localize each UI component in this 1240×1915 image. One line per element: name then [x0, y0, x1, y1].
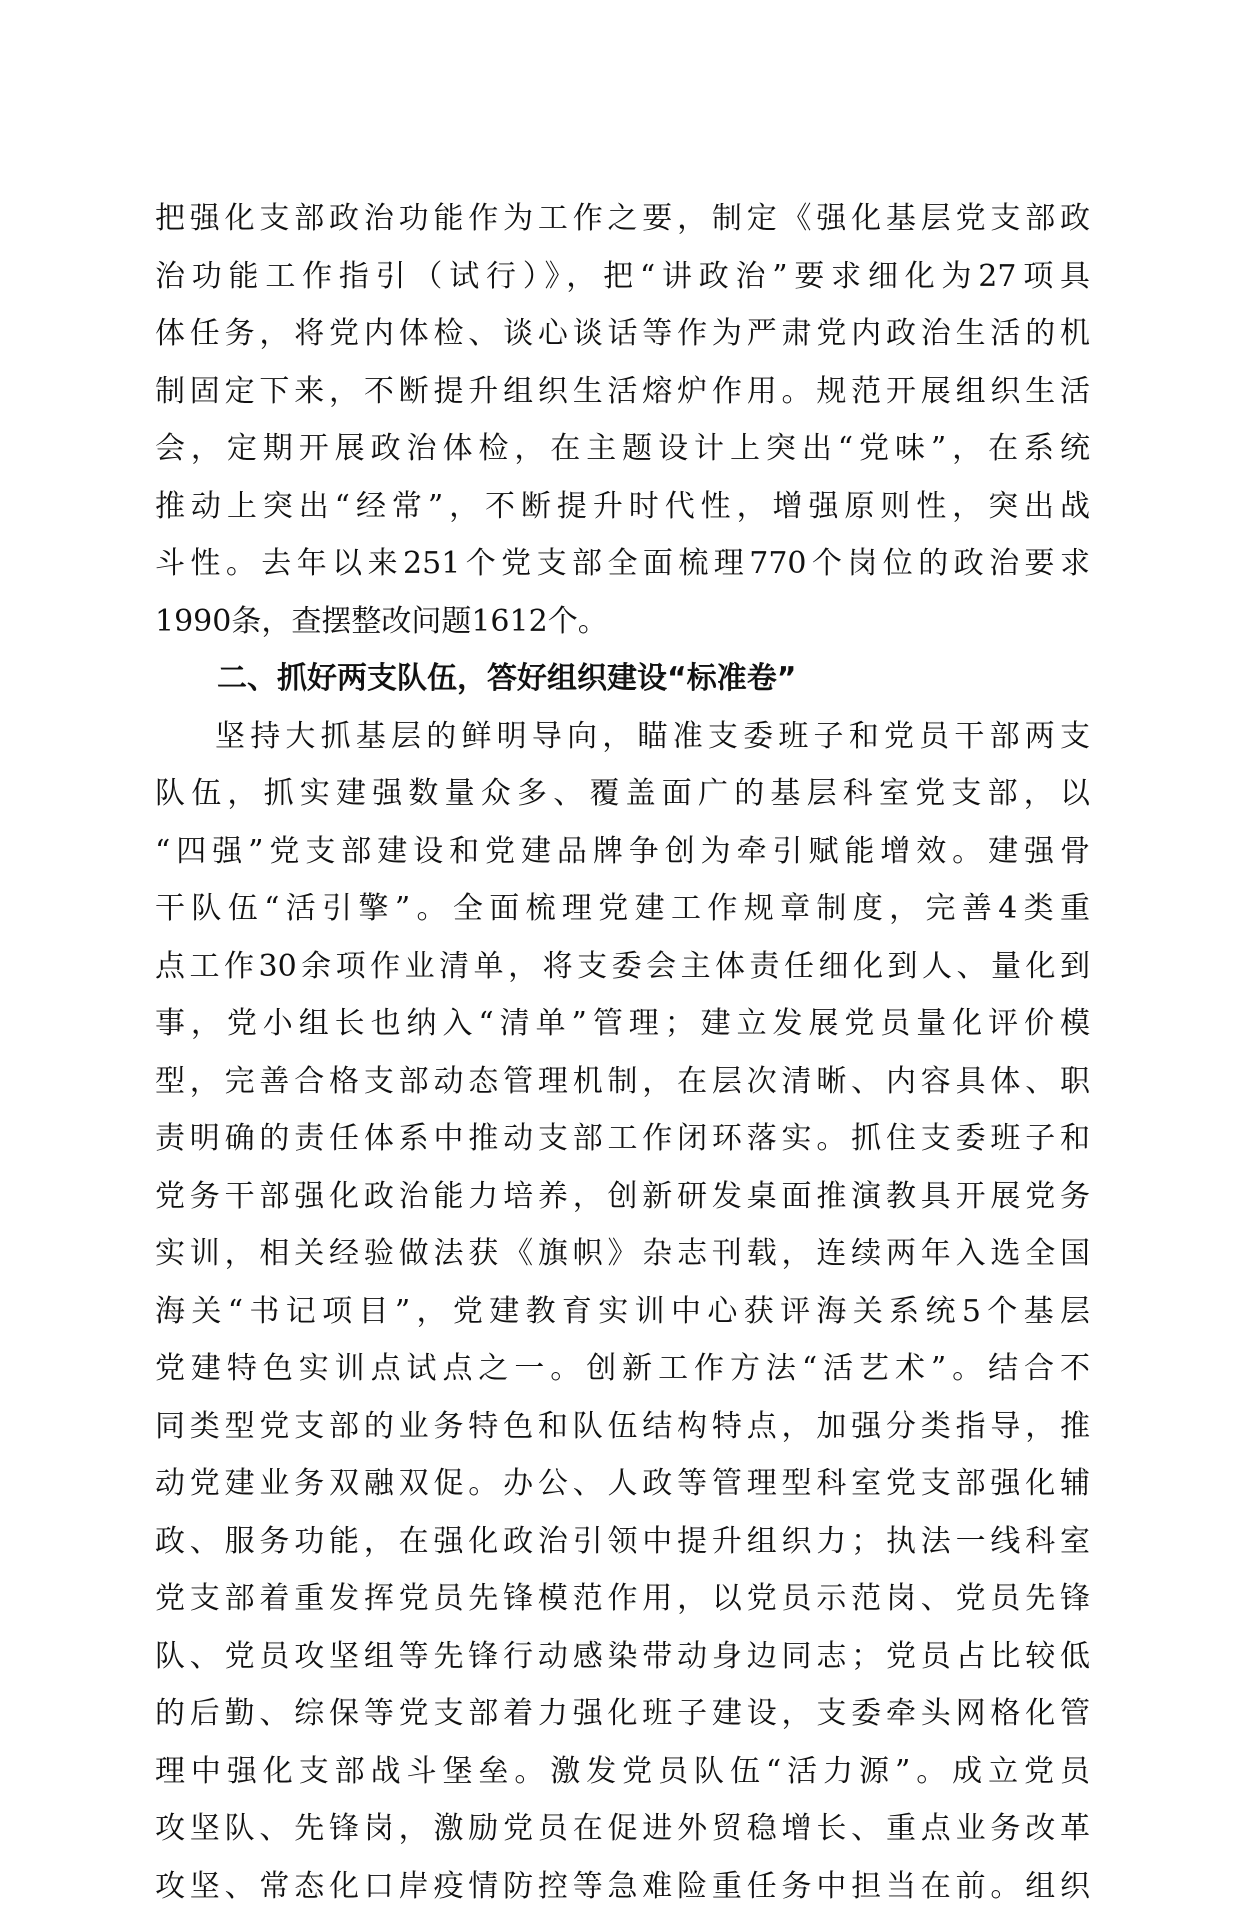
text-line: 实训，相关经验做法获《旗帜》杂志刊载，连续两年入选全国: [155, 1225, 1090, 1283]
text-line: 同类型党支部的业务特色和队伍结构特点，加强分类指导，推: [155, 1398, 1090, 1456]
document-body: [155, 190, 1090, 1915]
text-line: 海关“书记项目”，党建教育实训中心获评海关系统5个基层: [155, 1283, 1090, 1341]
text-line: 体任务，将党内体检、谈心谈话等作为严肃党内政治生活的机: [155, 305, 1090, 363]
text-line: 攻坚、常态化口岸疫情防控等急难险重任务中担当在前。组织: [155, 1858, 1090, 1915]
text-line: 的后勤、综保等党支部着力强化班子建设，支委牵头网格化管: [155, 1685, 1090, 1743]
paragraph-first-line: 坚持大抓基层的鲜明导向，瞄准支委班子和党员干部两支: [155, 708, 1090, 766]
text-line: 党建特色实训点试点之一。创新工作方法“活艺术”。结合不: [155, 1340, 1090, 1398]
text-line: 党务干部强化政治能力培养，创新研发桌面推演教具开展党务: [155, 1168, 1090, 1226]
text-line: 制固定下来，不断提升组织生活熔炉作用。规范开展组织生活: [155, 363, 1090, 421]
text-line: “四强”党支部建设和党建品牌争创为牵引赋能增效。建强骨: [155, 823, 1090, 881]
text-line: 攻坚队、先锋岗，激励党员在促进外贸稳增长、重点业务改革: [155, 1800, 1090, 1858]
text-line: 党支部着重发挥党员先锋模范作用，以党员示范岗、党员先锋: [155, 1570, 1090, 1628]
text-line: 队、党员攻坚组等先锋行动感染带动身边同志；党员占比较低: [155, 1628, 1090, 1686]
text-line: 队伍，抓实建强数量众多、覆盖面广的基层科室党支部，以: [155, 765, 1090, 823]
paragraph-last-line: 1990条，查摆整改问题1612个。: [155, 593, 1090, 651]
text-line: 责明确的责任体系中推动支部工作闭环落实。抓住支委班子和: [155, 1110, 1090, 1168]
text-line: 理中强化支部战斗堡垒。激发党员队伍“活力源”。成立党员: [155, 1743, 1090, 1801]
text-line: 事，党小组长也纳入“清单”管理；建立发展党员量化评价模: [155, 995, 1090, 1053]
text-line: 斗性。去年以来251个党支部全面梳理770个岗位的政治要求: [155, 535, 1090, 593]
text-line: 把强化支部政治功能作为工作之要，制定《强化基层党支部政: [155, 190, 1090, 248]
text-line: 推动上突出“经常”，不断提升时代性，增强原则性，突出战: [155, 478, 1090, 536]
section-heading: 二、抓好两支队伍，答好组织建设“标准卷”: [155, 650, 1090, 708]
text-line: 点工作30余项作业清单，将支委会主体责任细化到人、量化到: [155, 938, 1090, 996]
text-line: 干队伍“活引擎”。全面梳理党建工作规章制度，完善4类重: [155, 880, 1090, 938]
text-line: 动党建业务双融双促。办公、人政等管理型科室党支部强化辅: [155, 1455, 1090, 1513]
text-line: 会，定期开展政治体检，在主题设计上突出“党味”，在系统: [155, 420, 1090, 478]
text-line: 治功能工作指引（试行）》，把“讲政治”要求细化为27项具: [155, 248, 1090, 306]
text-line: 型，完善合格支部动态管理机制，在层次清晰、内容具体、职: [155, 1053, 1090, 1111]
text-line: 政、服务功能，在强化政治引领中提升组织力；执法一线科室: [155, 1513, 1090, 1571]
